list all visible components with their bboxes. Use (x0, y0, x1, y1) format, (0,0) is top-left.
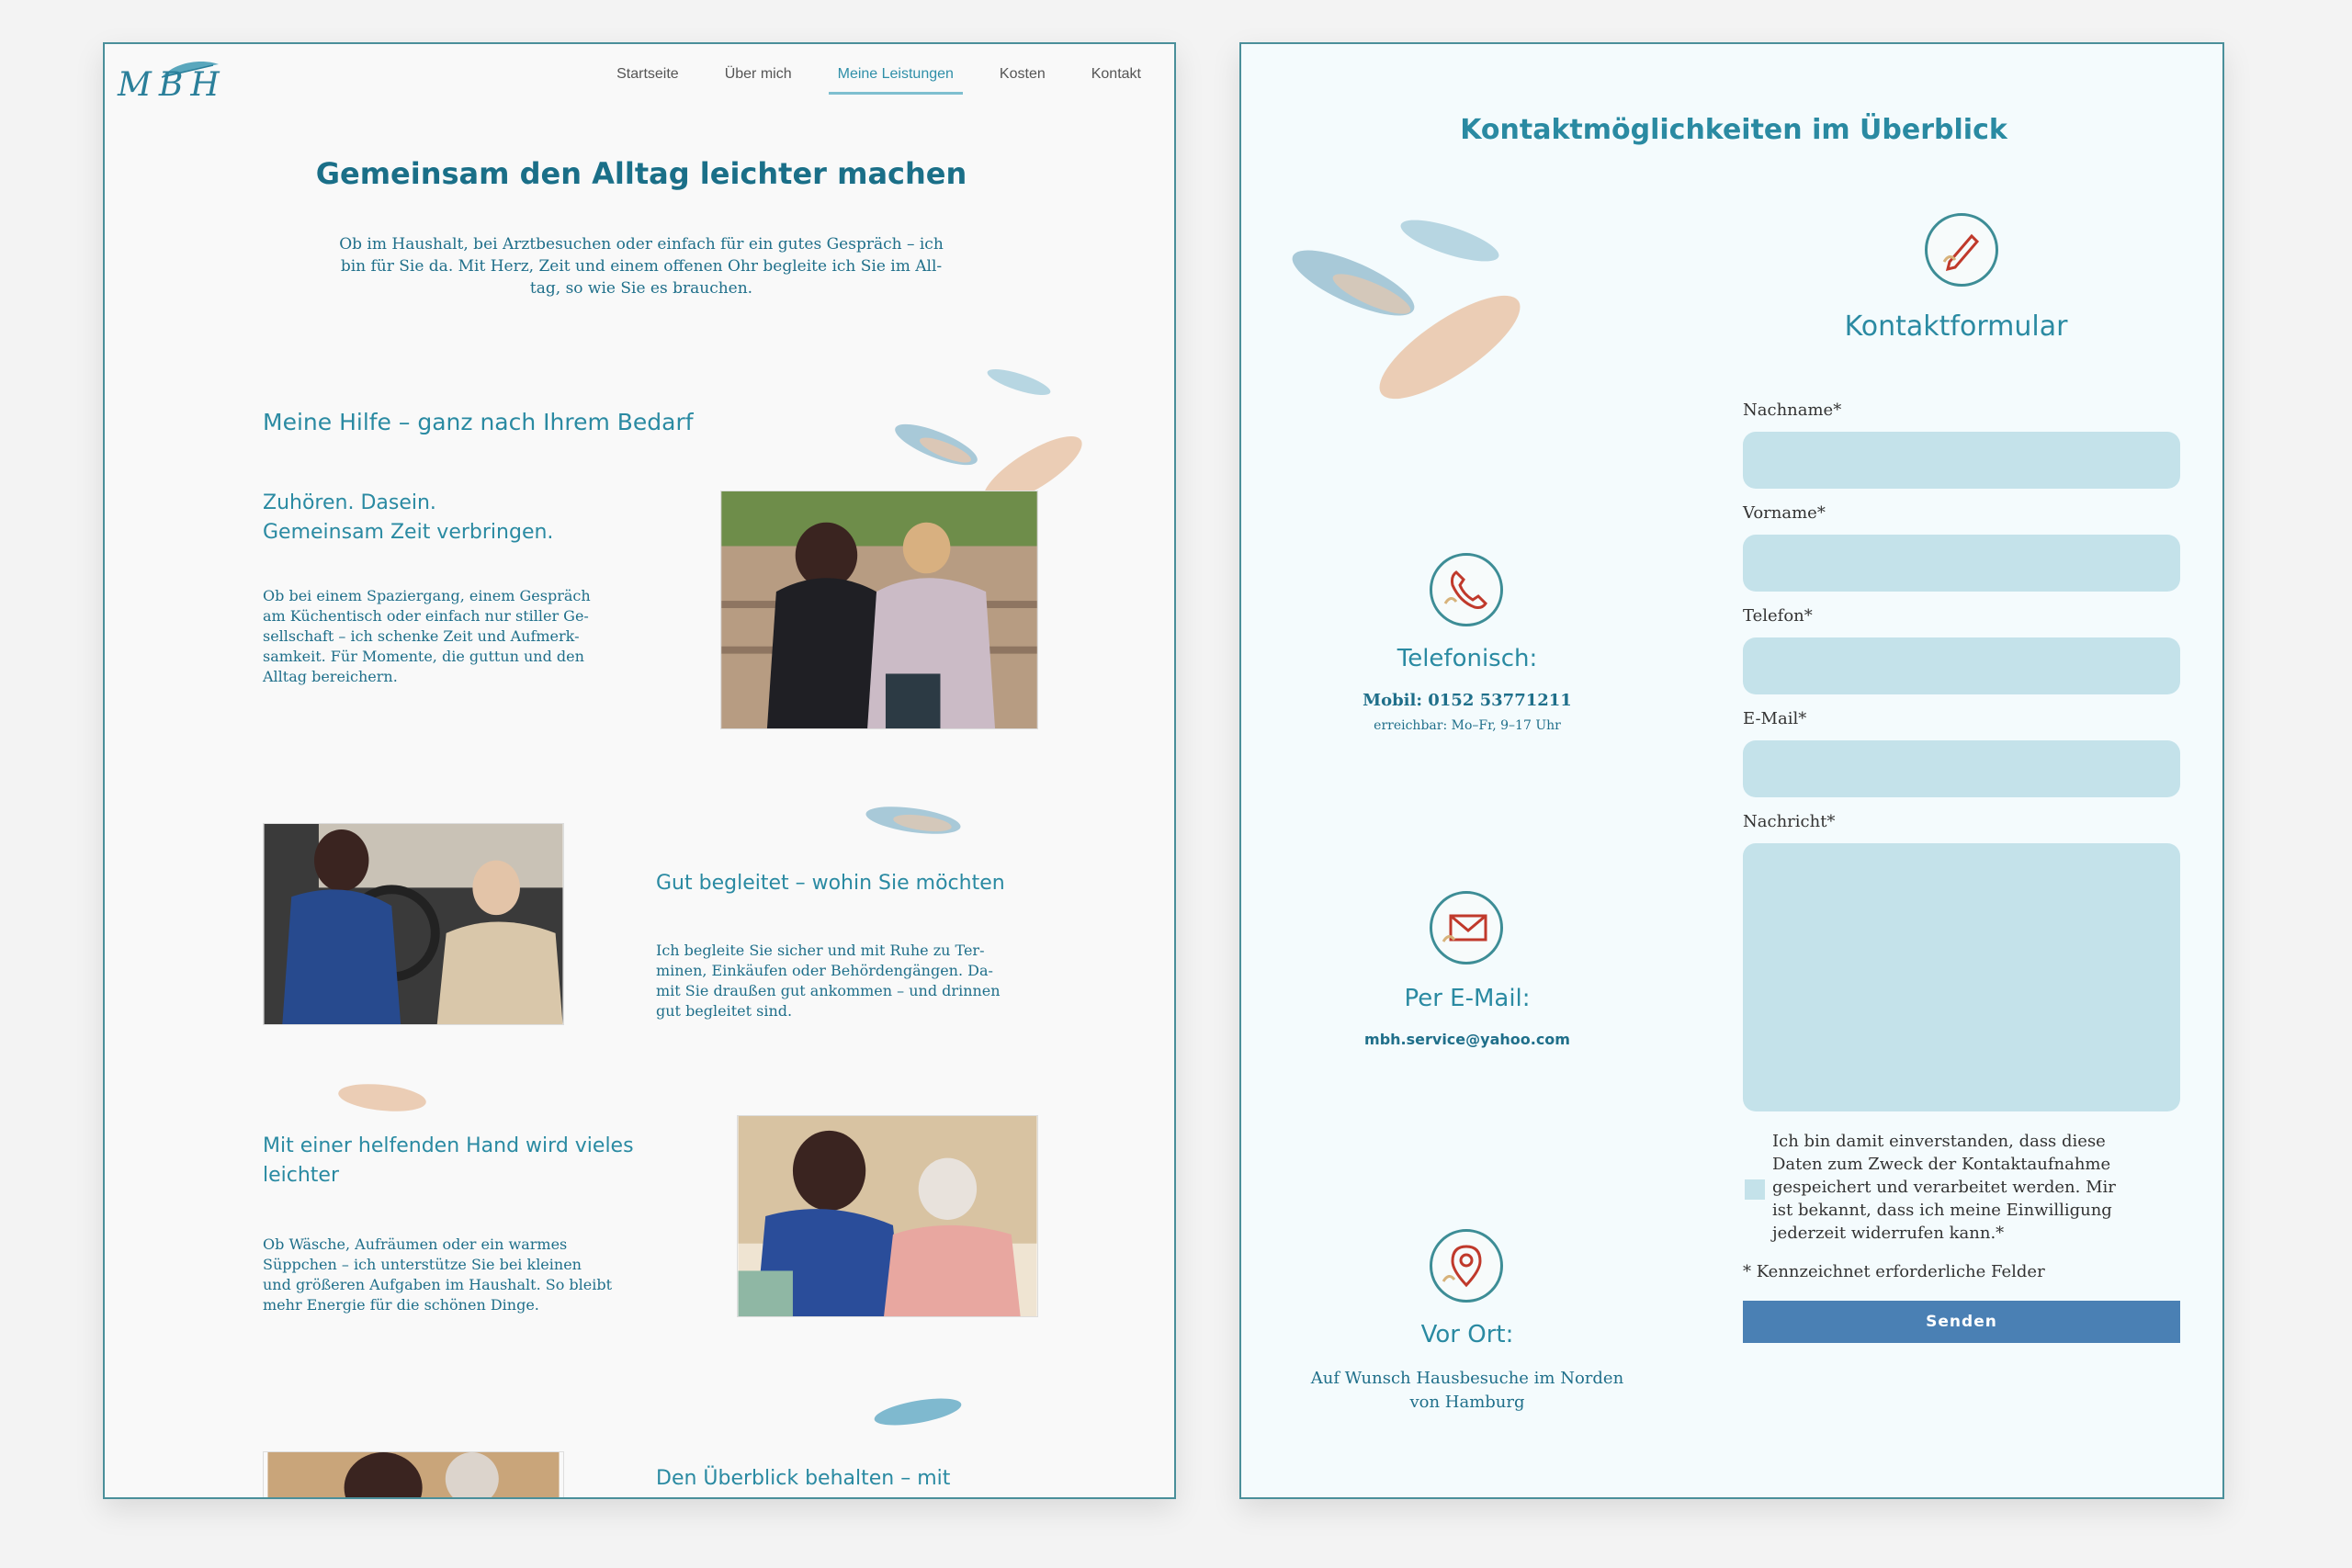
telefon-label: Telefon* (1743, 606, 1813, 626)
nav-kosten[interactable]: Kosten (999, 66, 1046, 82)
photo-household-help (737, 1115, 1038, 1317)
nav-ueber-mich[interactable]: Über mich (724, 66, 792, 82)
photo-companions-bench (720, 491, 1038, 729)
email-field-label: E-Mail* (1743, 709, 1807, 728)
service-3-text: Ob Wäsche, Aufräumen oder ein warmes Süppchen – ich unterstütze Sie bei kleinen und größeren Aufgaben im Haushalt. So bleibt mehr Energie für die schönen Dinge. (263, 1235, 613, 1314)
consent-text: Ich bin damit einverstanden, dass diese Daten zum Zweck der Kontaktaufnahme gespeichert und verarbeitet werden. Mir ist bekannt, dass ich meine Einwilligung jederzeit widerrufen kann.* (1772, 1132, 2116, 1243)
logo[interactable] (118, 53, 227, 110)
phone-hours: erreichbar: Mo–Fr, 9–17 Uhr (1374, 718, 1561, 733)
senden-button[interactable]: Senden (1743, 1301, 2180, 1343)
feather-decoration-icon (858, 797, 968, 843)
logo-text: MBH (118, 66, 227, 104)
pencil-icon (1925, 213, 1998, 287)
phone-icon (1430, 553, 1503, 626)
nav-meine-leistungen[interactable]: Meine Leistungen (829, 64, 963, 95)
service-2-title: Gut begleitet – wohin Sie möchten (656, 872, 1005, 895)
nav-kontakt[interactable]: Kontakt (1091, 66, 1141, 82)
main-nav (607, 64, 1150, 95)
nachricht-textarea[interactable] (1743, 843, 2180, 1111)
feather-decoration-icon (867, 1389, 968, 1435)
feather-decoration-icon (334, 1075, 435, 1121)
location-label: Vor Ort: (1420, 1321, 1514, 1348)
services-page-panel (103, 42, 1176, 1499)
contact-page-panel (1239, 42, 2224, 1499)
email-label: Per E-Mail: (1404, 985, 1531, 1012)
photo-driving-companion (263, 823, 564, 1025)
location-text: Auf Wunsch Hausbesuche im Norden von Hamburg (1310, 1369, 1624, 1412)
service-4-title: Den Überblick behalten – mit (656, 1467, 951, 1490)
required-note: * Kennzeichnet erforderliche Felder (1743, 1262, 2045, 1281)
nachname-field[interactable] (1743, 432, 2180, 489)
consent-checkbox[interactable] (1745, 1179, 1765, 1200)
services-section-title: Meine Hilfe – ganz nach Ihrem Bedarf (263, 409, 694, 435)
photo-overview-partial (263, 1451, 564, 1499)
email-field[interactable] (1743, 740, 2180, 797)
service-3-title: Mit einer helfenden Hand wird vieles leichter (263, 1134, 634, 1187)
vorname-field[interactable] (1743, 535, 2180, 592)
intro-text: Ob im Haushalt, bei Arztbesuchen oder einfach für ein gutes Gespräch – ich bin für Sie da. Mit Herz, Zeit und einem offenen Ohr begleite ich Sie im All- tag, so wie Sie es brauchen. (339, 235, 944, 298)
service-1-text: Ob bei einem Spaziergang, einem Gespräch am Küchentisch oder einfach nur stiller Ge- sellschaft – ich schenke Zeit und Aufmerk- samkeit. Für Momente, die guttun und den Alltag bereichern. (263, 587, 591, 685)
feathers-decoration-icon (1280, 209, 1555, 439)
form-title: Kontaktformular (1844, 310, 2068, 343)
service-2-text: Ich begleite Sie sicher und mit Ruhe zu Ter- minen, Einkäufen oder Behördengängen. Da- mit Sie draußen gut ankommen – und drinnen gut begleitet sind. (656, 942, 1001, 1020)
envelope-icon (1430, 891, 1503, 964)
contact-overview-title: Kontaktmöglichkeiten im Überblick (1460, 114, 2007, 146)
location-pin-icon (1430, 1229, 1503, 1303)
page-title: Gemeinsam den Alltag leichter machen (315, 156, 967, 191)
vorname-label: Vorname* (1743, 503, 1826, 523)
service-1-title: Zuhören. Dasein. Gemeinsam Zeit verbringen. (263, 491, 554, 544)
email-address[interactable]: mbh.service@yahoo.com (1364, 1031, 1570, 1048)
phone-number[interactable]: Mobil: 0152 53771211 (1363, 691, 1572, 710)
nachname-label: Nachname* (1743, 400, 1842, 420)
nav-startseite[interactable]: Startseite (616, 66, 679, 82)
telefon-field[interactable] (1743, 637, 2180, 694)
phone-label: Telefonisch: (1396, 645, 1538, 672)
nachricht-label: Nachricht* (1743, 812, 1836, 831)
